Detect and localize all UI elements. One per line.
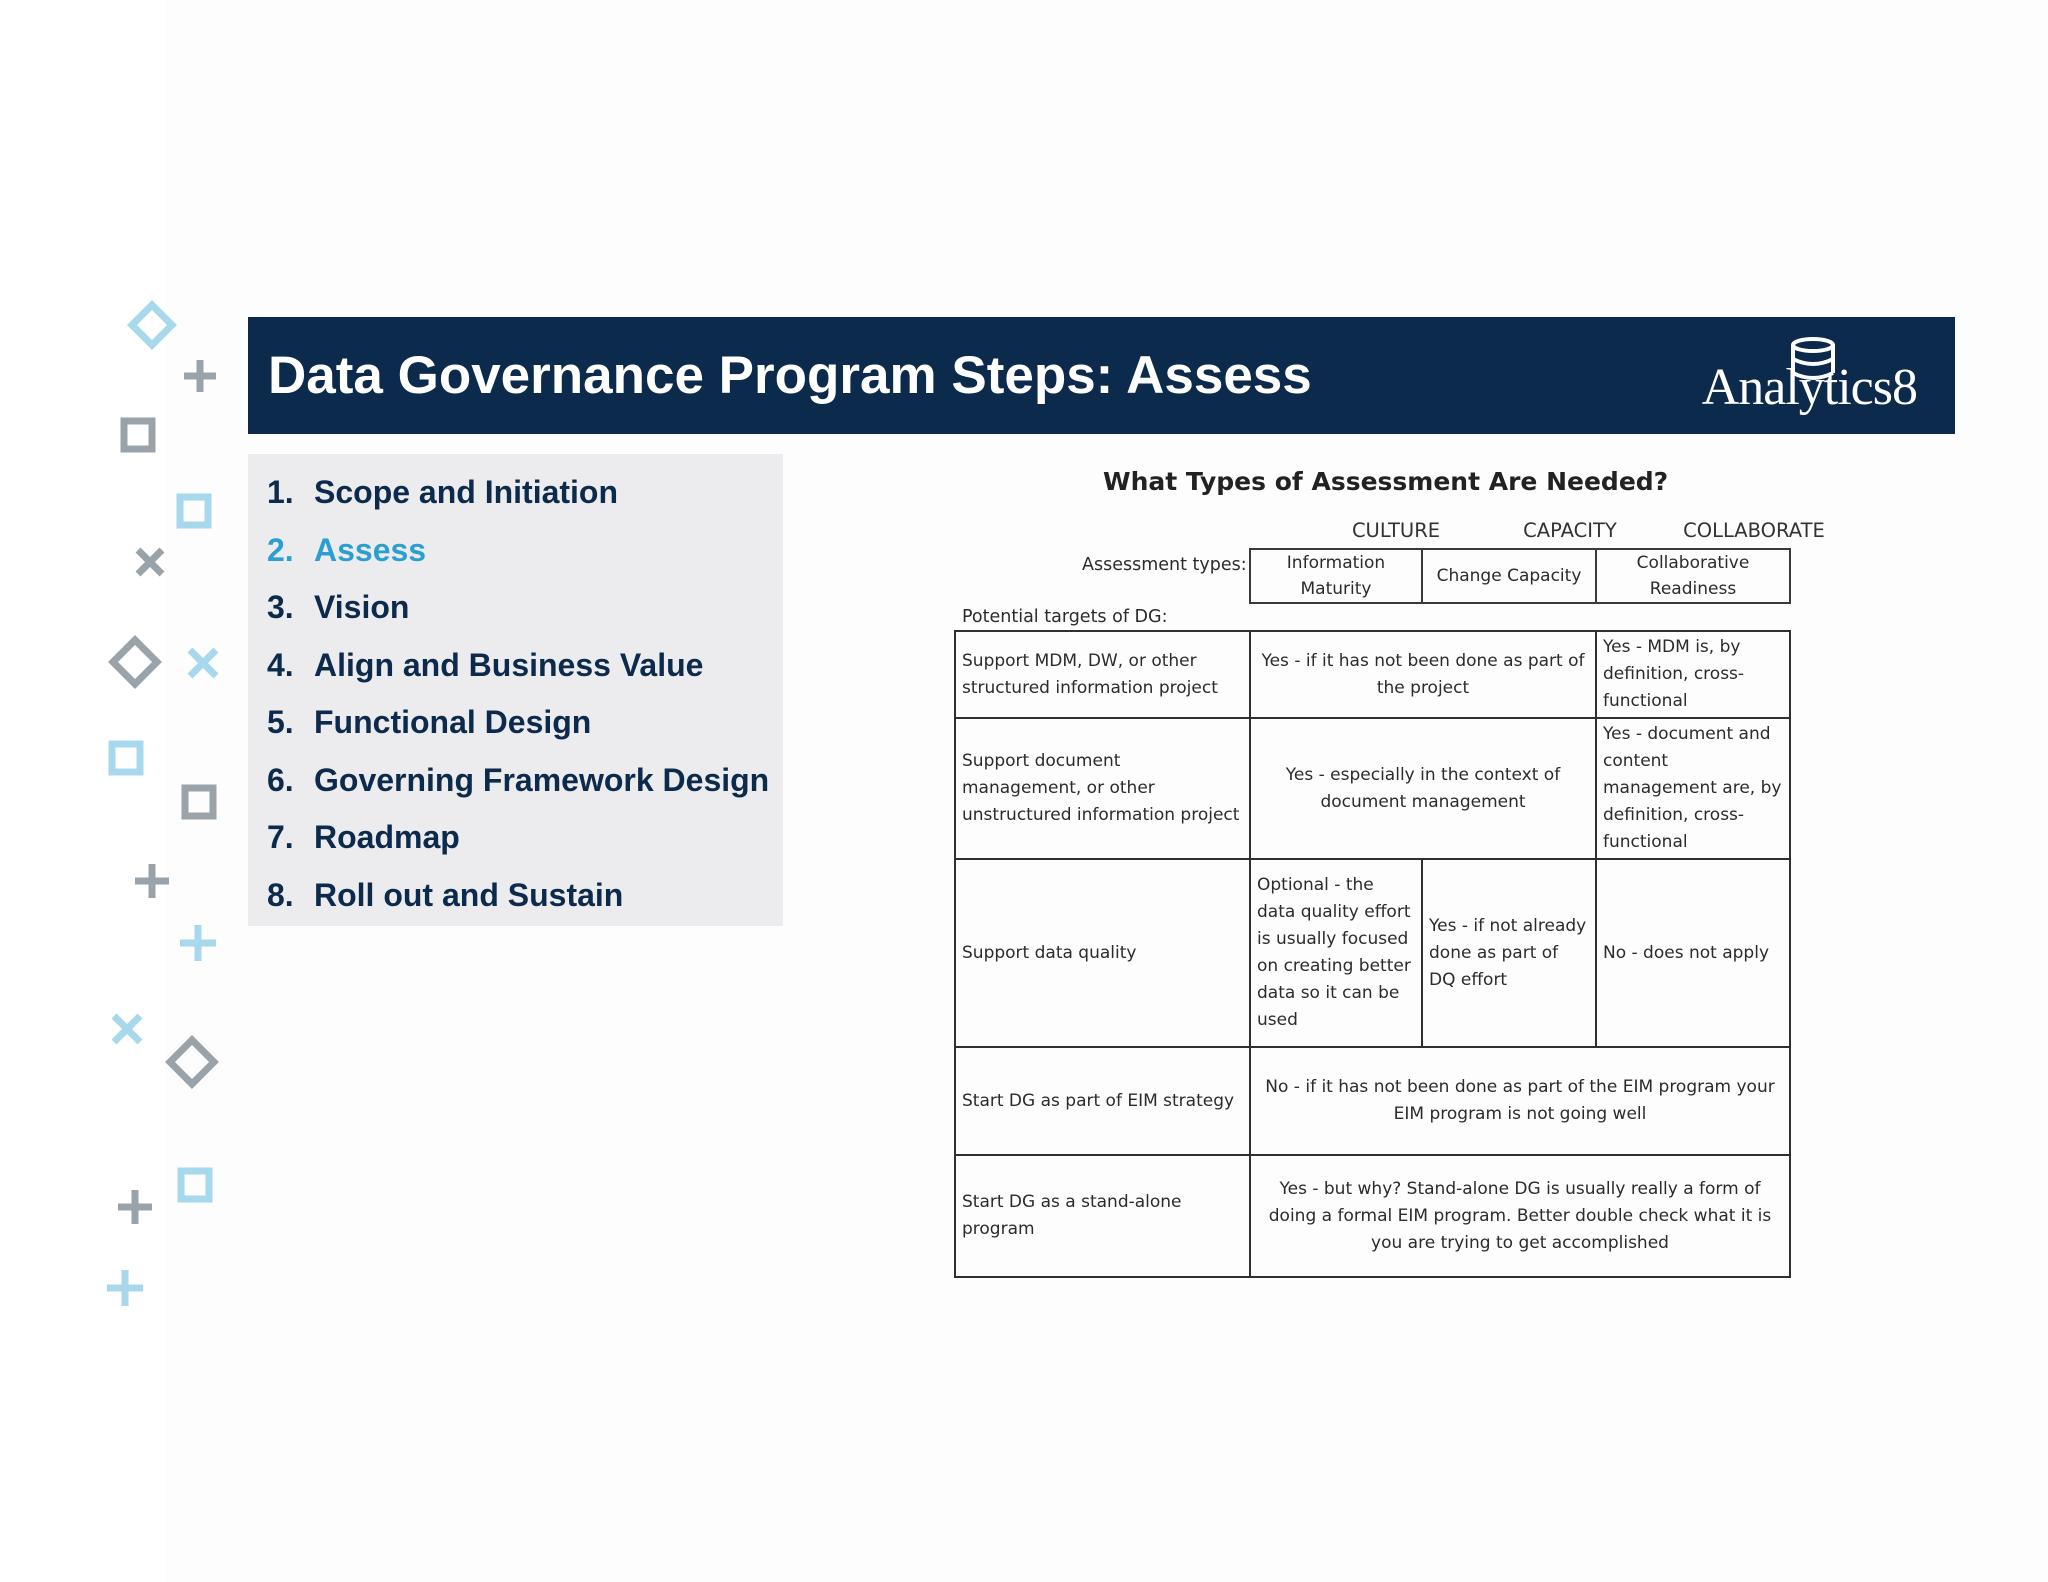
column-header-collaborate: COLLABORATE (1683, 519, 1825, 542)
type-cell: Collaborative Readiness (1596, 549, 1790, 603)
logo-text: Analytics8 (1701, 359, 1917, 416)
step-item (248, 694, 783, 752)
diamond-icon (170, 1040, 214, 1084)
plus-icon (135, 864, 169, 898)
square-icon (112, 744, 140, 772)
square-icon (185, 788, 213, 816)
answer-cell: Yes - MDM is, by definition, cross-functional (1596, 631, 1790, 718)
cross-icon (190, 650, 216, 676)
step-label: Roll out and Sustain (314, 876, 624, 913)
square-icon (181, 1171, 209, 1199)
type-cell: Change Capacity (1422, 549, 1596, 603)
program-steps-list (248, 454, 783, 926)
step-number: 8. (267, 876, 294, 913)
answer-cell: Optional - the data quality effort is usually focused on creating better data so it can be used (1250, 859, 1422, 1047)
page-title: Data Governance Program Steps: Assess (268, 346, 1312, 405)
analytics8-logo (1697, 337, 1917, 421)
table-row (955, 1047, 1790, 1155)
step-item (248, 637, 783, 695)
plus-icon (180, 925, 216, 961)
diamond-icon (113, 640, 157, 684)
step-number: 5. (267, 704, 294, 741)
plus-icon (184, 360, 216, 392)
assessment-types-label: Assessment types: (1082, 555, 1247, 575)
answer-cell: No - does not apply (1596, 859, 1790, 1047)
assessment-types-table (1249, 548, 1791, 604)
table-row (955, 859, 1790, 1047)
answer-cell: Yes - if it has not been done as part of the project (1250, 631, 1596, 718)
table-row (955, 1155, 1790, 1277)
step-label: Vision (314, 589, 410, 626)
cross-icon (114, 1016, 140, 1042)
targets-label: Potential targets of DG: (962, 607, 1168, 627)
step-number: 4. (267, 646, 294, 683)
target-cell: Start DG as part of EIM strategy (955, 1047, 1250, 1155)
step-label: Functional Design (314, 704, 592, 741)
answer-cell: No - if it has not been done as part of the EIM program your EIM program is not going well (1250, 1047, 1790, 1155)
table-row (955, 631, 1790, 718)
title-banner (248, 317, 1955, 434)
type-cell: Information Maturity (1250, 549, 1422, 603)
assessment-figure (940, 455, 1825, 1275)
step-label: Roadmap (314, 819, 460, 856)
cross-icon (138, 550, 162, 574)
step-number: 2. (267, 531, 294, 568)
step-number: 6. (267, 761, 294, 798)
answer-cell: Yes - but why? Stand-alone DG is usually really a form of doing a formal EIM program. Better double check what it is you are trying to get accomplished (1250, 1155, 1790, 1277)
step-number: 7. (267, 819, 294, 856)
step-label: Governing Framework Design (314, 761, 770, 798)
target-cell: Support data quality (955, 859, 1250, 1047)
assessment-title: What Types of Assessment Are Needed? (1103, 467, 1669, 496)
target-cell: Support document management, or other unstructured information project (955, 718, 1250, 859)
step-number: 3. (267, 589, 294, 626)
step-label: Assess (314, 531, 427, 568)
step-label: Align and Business Value (314, 646, 704, 683)
assessment-matrix (954, 630, 1791, 1278)
column-header-capacity: CAPACITY (1523, 519, 1617, 542)
step-item (248, 464, 783, 522)
step-item (248, 809, 783, 867)
answer-cell: Yes - especially in the context of document management (1250, 718, 1596, 859)
column-header-culture: CULTURE (1351, 519, 1441, 542)
target-cell: Start DG as a stand-alone program (955, 1155, 1250, 1277)
step-item (248, 752, 783, 810)
diamond-icon (132, 305, 172, 345)
table-row (955, 718, 1790, 859)
decorative-shapes (0, 0, 260, 1582)
step-item (248, 867, 783, 925)
answer-cell: Yes - document and content management are, by definition, cross-functional (1596, 718, 1790, 859)
answer-cell: Yes - if not already done as part of DQ effort (1422, 859, 1596, 1047)
step-label: Scope and Initiation (314, 474, 619, 511)
step-item (248, 579, 783, 637)
plus-icon (118, 1190, 152, 1224)
square-icon (124, 421, 152, 449)
plus-icon (107, 1270, 143, 1306)
step-number: 1. (267, 474, 294, 511)
step-item-active (248, 522, 783, 580)
target-cell: Support MDM, DW, or other structured information project (955, 631, 1250, 718)
square-icon (180, 497, 208, 525)
